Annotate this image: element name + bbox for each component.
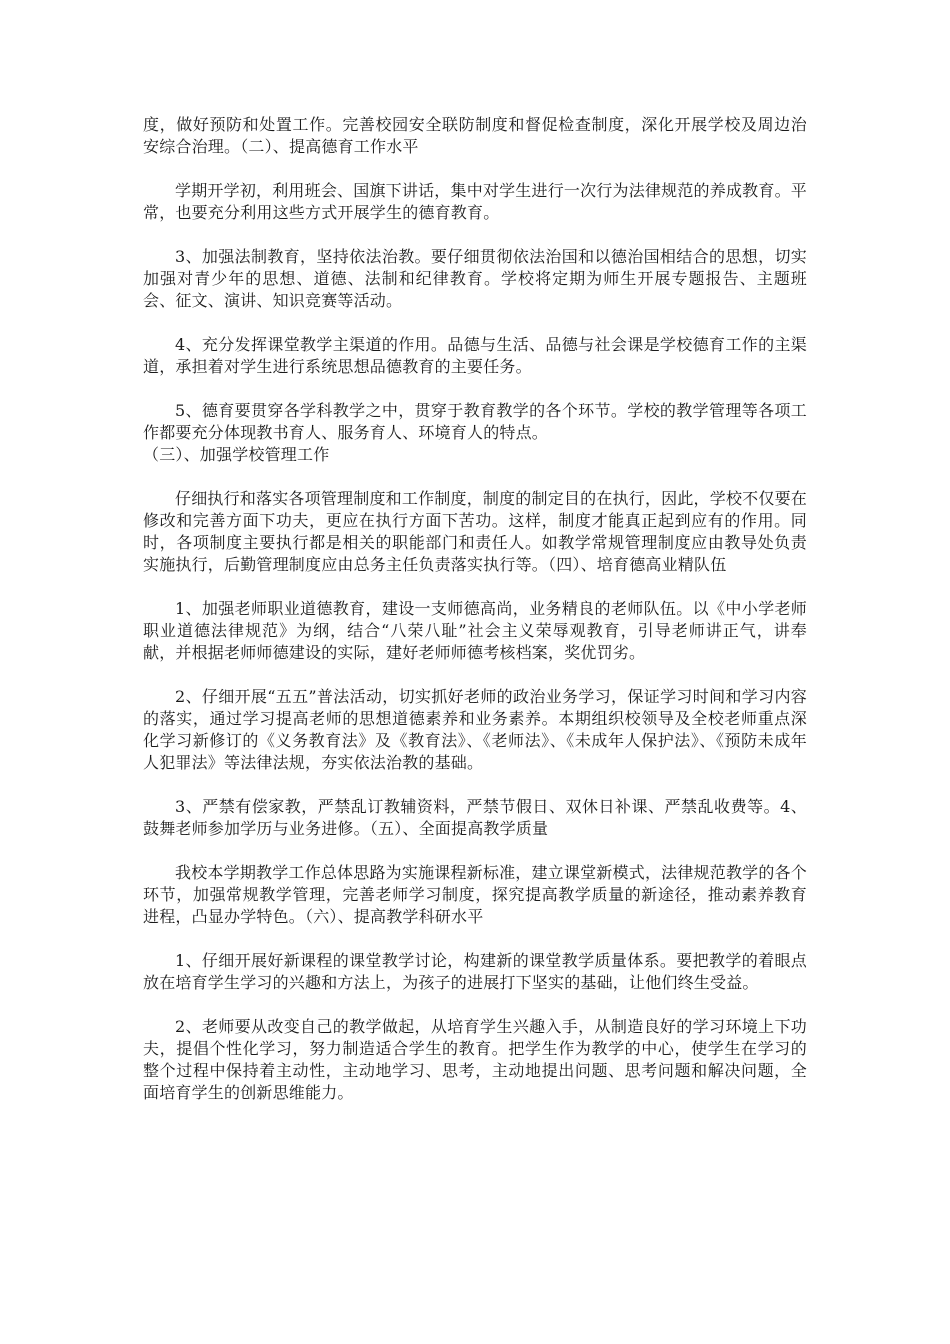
paragraph-1: 度，做好预防和处置工作。完善校园安全联防制度和督促检查制度，深化开展学校及周边治安综合治理。（二）、提高德育工作水平: [143, 115, 807, 156]
paragraph-8: 2、仔细开展“五五”普法活动，切实抓好老师的政治业务学习，保证学习时间和学习内容的落实，通过学习提高老师的思想道德素养和业务素养。本期组织校领导及全校老师重点深化学习新修订的《义务教育法》及《教育法》、《老师法》、《未成年人保护法》、《预防未成年人犯罪法》等法律法规，夯实依法治教的基础。: [143, 687, 807, 772]
paragraph-gap: [143, 928, 807, 950]
document-body: [143, 114, 807, 1104]
paragraph-gap: [143, 664, 807, 686]
paragraph-gap: [143, 312, 807, 334]
paragraph-gap: [143, 840, 807, 862]
paragraph-7: 1、加强老师职业道德教育，建设一支师德高尚，业务精良的老师队伍。以《中小学老师职业道德法律规范》为纲，结合“八荣八耻”社会主义荣辱观教育，引导老师讲正气，讲奉献，并根据老师师德建设的实际，建好老师师德考核档案，奖优罚劣。: [143, 599, 807, 662]
paragraph-gap: [143, 576, 807, 598]
paragraph-11: 1、仔细开展好新课程的课堂教学讨论，构建新的课堂教学质量体系。要把教学的着眼点放在培育学生学习的兴趣和方法上，为孩子的进展打下坚实的基础，让他们终生受益。: [143, 951, 807, 992]
paragraph-gap: [143, 158, 807, 180]
paragraph-2: 学期开学初，利用班会、国旗下讲话，集中对学生进行一次行为法律规范的养成教育。平常，也要充分利用这些方式开展学生的德育教育。: [143, 181, 807, 222]
paragraph-10: 我校本学期教学工作总体思路为实施课程新标准，建立课堂新模式，法律规范教学的各个环节，加强常规教学管理，完善老师学习制度，探究提高教学质量的新途径，推动素养教育进程，凸显办学特色。（六）、提高教学科研水平: [143, 863, 807, 926]
paragraph-4: 4、充分发挥课堂教学主渠道的作用。品德与生活、品德与社会课是学校德育工作的主渠道，承担着对学生进行系统思想品德教育的主要任务。: [143, 335, 807, 376]
paragraph-gap: [143, 224, 807, 246]
paragraph-gap: [143, 378, 807, 400]
paragraph-gap: [143, 994, 807, 1016]
paragraph-3: 3、加强法制教育，坚持依法治教。要仔细贯彻依法治国和以德治国相结合的思想，切实加强对青少年的思想、道德、法制和纪律教育。学校将定期为师生开展专题报告、主题班会、征文、演讲、知识竞赛等活动。: [143, 247, 807, 310]
paragraph-6: 仔细执行和落实各项管理制度和工作制度，制度的制定目的在执行，因此，学校不仅要在修改和完善方面下功夫，更应在执行方面下苦功。这样，制度才能真正起到应有的作用。同时，各项制度主要执行都是相关的职能部门和责任人。如教学常规管理制度应由教导处负责实施执行，后勤管理制度应由总务主任负责落实执行等。（四）、培育德高业精队伍: [143, 489, 807, 574]
section-heading-3: （三）、加强学校管理工作: [143, 445, 330, 464]
paragraph-gap: [143, 774, 807, 796]
paragraph-5: 5、德育要贯穿各学科教学之中，贯穿于教育教学的各个环节。学校的教学管理等各项工作都要充分体现教书育人、服务育人、环境育人的特点。: [143, 401, 807, 442]
paragraph-gap: [143, 466, 807, 488]
paragraph-9: 3、严禁有偿家教，严禁乱订教辅资料，严禁节假日、双休日补课、严禁乱收费等。4、鼓舞老师参加学历与业务进修。（五）、全面提高教学质量: [143, 797, 807, 838]
paragraph-12: 2、老师要从改变自己的教学做起，从培育学生兴趣入手，从制造良好的学习环境上下功夫，提倡个性化学习，努力制造适合学生的教育。把学生作为教学的中心，使学生在学习的整个过程中保持着主动性，主动地学习、思考，主动地提出问题、思考问题和解决问题，全面培育学生的创新思维能力。: [143, 1017, 807, 1102]
